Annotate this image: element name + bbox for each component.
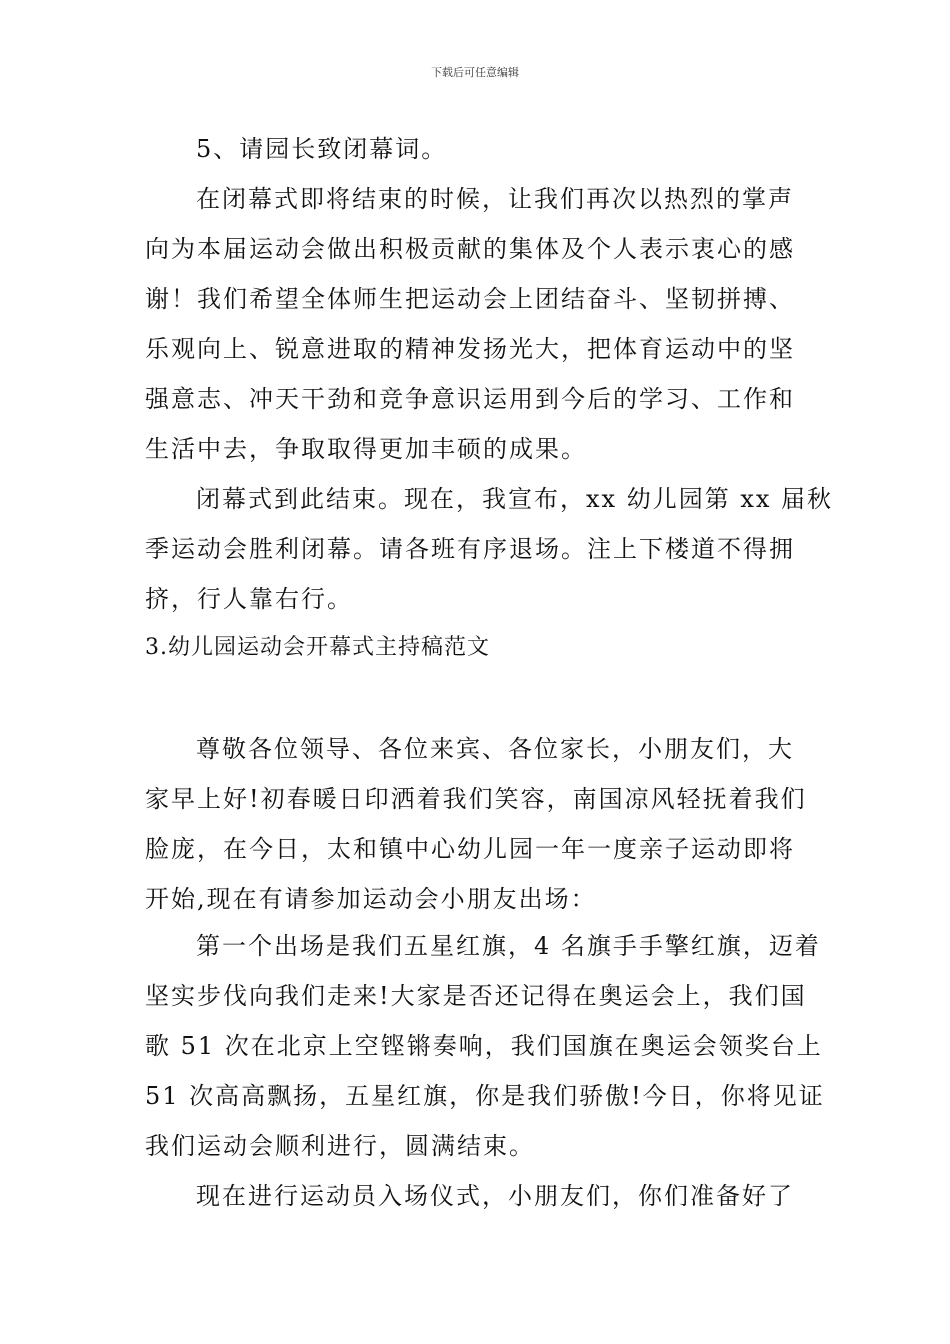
paragraph-line: 强意志、冲天干劲和竞争意识运用到今后的学习、工作和	[145, 385, 795, 413]
paragraph-line: 生活中去，争取取得更加丰硕的成果。	[145, 435, 587, 463]
paragraph-line: 歌 51 次在北京上空铿锵奏响，我们国旗在奥运会领奖台上	[145, 1032, 823, 1060]
paragraph-line: 季运动会胜利闭幕。请各班有序退场。注上下楼道不得拥	[145, 535, 795, 563]
page-header-note: 下载后可任意编辑	[431, 66, 519, 79]
paragraph-line: 谢！我们希望全体师生把运动会上团结奋斗、坚韧拼搏、	[145, 285, 795, 313]
paragraph-line: 5、请园长致闭幕词。	[196, 135, 448, 163]
paragraph-line: 开始,现在有请参加运动会小朋友出场：	[145, 885, 597, 913]
section-heading: 3.幼儿园运动会开幕式主持稿范文	[145, 635, 490, 660]
paragraph-line: 第一个出场是我们五星红旗，4 名旗手手擎红旗，迈着	[196, 932, 821, 960]
paragraph-line: 在闭幕式即将结束的时候，让我们再次以热烈的掌声	[196, 185, 794, 213]
paragraph-line: 51 次高高飘扬，五星红旗，你是我们骄傲!今日，你将见证	[145, 1082, 825, 1110]
paragraph-line: 尊敬各位领导、各位来宾、各位家长，小朋友们，大	[196, 735, 794, 763]
paragraph-line: 我们运动会顺利进行，圆满结束。	[145, 1132, 535, 1160]
paragraph-line: 家早上好!初春暖日印洒着我们笑容，南国凉风轻抚着我们	[145, 785, 807, 813]
paragraph-line: 挤，行人靠右行。	[145, 585, 353, 613]
paragraph-line: 坚实步伐向我们走来!大家是否还记得在奥运会上，我们国	[145, 982, 807, 1010]
paragraph-line: 脸庞，在今日，太和镇中心幼儿园一年一度亲子运动即将	[145, 835, 795, 863]
paragraph-line: 向为本届运动会做出积极贡献的集体及个人表示衷心的感	[145, 235, 795, 263]
paragraph-line: 乐观向上、锐意进取的精神发扬光大，把体育运动中的坚	[145, 335, 795, 363]
paragraph-line: 现在进行运动员入场仪式，小朋友们，你们准备好了	[196, 1182, 794, 1210]
paragraph-line: 闭幕式到此结束。现在，我宣布，xx 幼儿园第 xx 届秋	[196, 485, 834, 513]
